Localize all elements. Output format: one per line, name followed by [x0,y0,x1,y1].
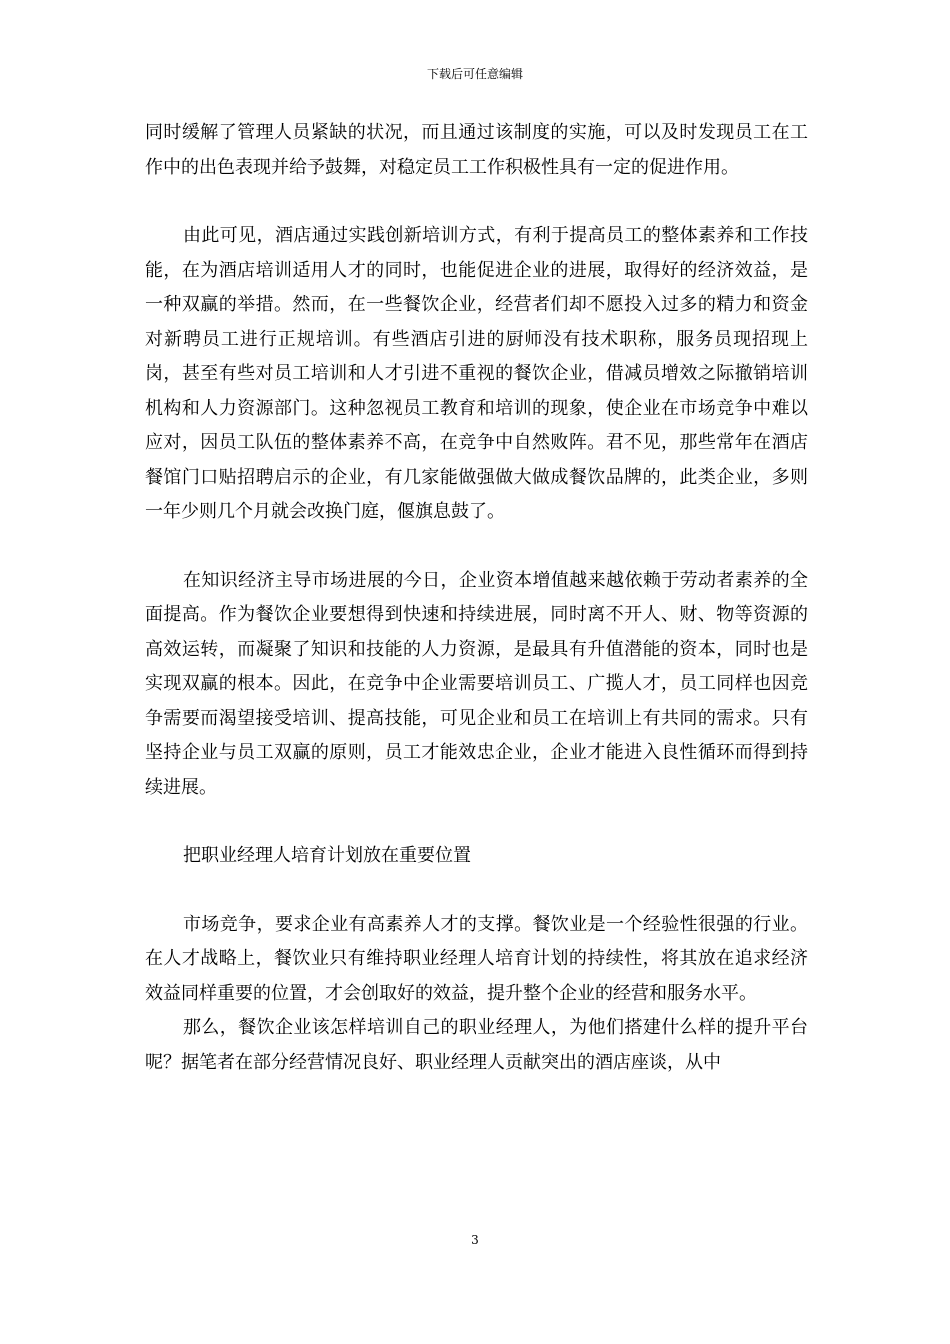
paragraph-knowledge-economy: 在知识经济主导市场进展的今日，企业资本增值越来越依赖于劳动者素养的全面提高。作为餐饮企业要想得到快速和持续进展，同时离不开人、财、物等资源的高效运转，而凝聚了知识和技能的人力资源，是最具有升值潜能的资本，同时也是实现双赢的根本。因此，在竞争中企业需要培训员工、广揽人才，员工同样也因竞争需要而渴望接受培训、提高技能，可见企业和员工在培训上有共同的需求。只有坚持企业与员工双赢的原则，员工才能效忠企业，企业才能进入良性循环而得到持续进展。 [145,569,808,798]
paragraph-market-competition: 市场竞争，要求企业有高素养人才的支撑。餐饮业是一个经验性很强的行业。在人才战略上，餐饮业只有维持职业经理人培育计划的持续性，将其放在追求经济效益同样重要的位置，才会创取好的效益，提升整个企业的经营和服务水平。 [145,913,808,1004]
paragraph-training-question: 那么，餐饮企业该怎样培训自己的职业经理人，为他们搭建什么样的提升平台呢？据笔者在部分经营情况良好、职业经理人贡献突出的酒店座谈，从中 [145,1017,808,1073]
paragraph-double-win: 由此可见，酒店通过实践创新培训方式，有利于提高员工的整体素养和工作技能，在为酒店培训适用人才的同时，也能促进企业的进展，取得好的经济效益，是一种双赢的举措。然而，在一些餐饮企业，经营者们却不愿投入过多的精力和资金对新聘员工进行正规培训。有些酒店引进的厨师没有技术职称，服务员现招现上岗，甚至有些对员工培训和人才引进不重视的餐饮企业，借减员增效之际撤销培训机构和人力资源部门。这种忽视员工教育和培训的现象，使企业在市场竞争中难以应对，因员工队伍的整体素养不高，在竞争中自然败阵。君不见，那些常年在酒店餐馆门口贴招聘启示的企业，有几家能做强做大做成餐饮品牌的，此类企业，多则一年少则几个月就会改换门庭，偃旗息鼓了。 [145,225,808,522]
body-text [145,116,808,1080]
paragraph-continuation: 同时缓解了管理人员紧缺的状况，而且通过该制度的实施，可以及时发现员工在工作中的出色表现并给予鼓舞，对稳定员工工作积极性具有一定的促进作用。 [145,122,808,178]
page-header: 下载后可任意编辑 [426,67,523,81]
page-number: 3 [471,1233,479,1247]
section-heading: 把职业经理人培育计划放在重要位置 [183,845,471,866]
